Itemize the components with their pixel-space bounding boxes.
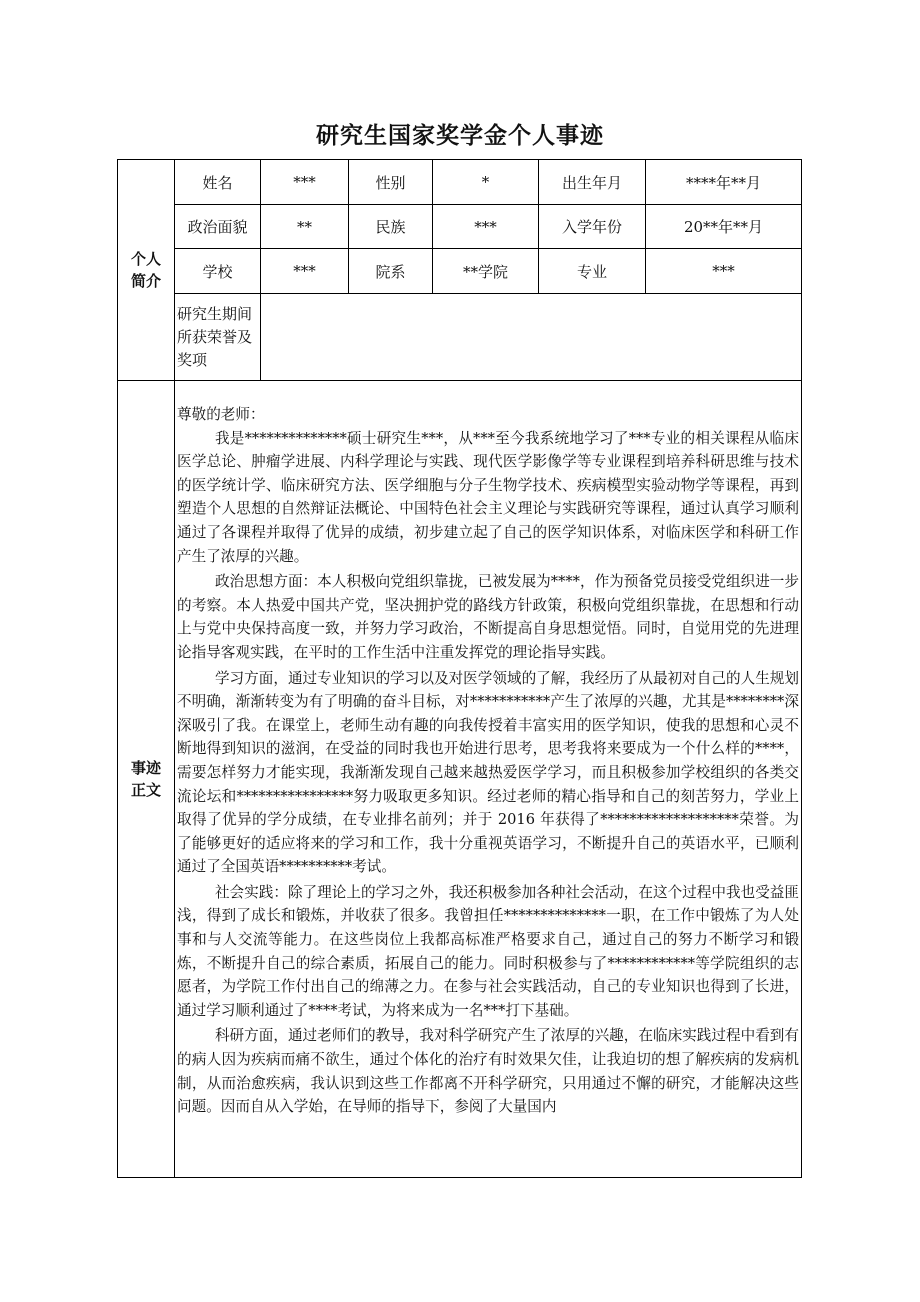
document-title: 研究生国家奖学金个人事迹 (316, 123, 604, 149)
deeds-section-label: 事迹正文 (118, 381, 175, 1178)
name-value: *** (261, 160, 349, 205)
department-label: 院系 (349, 249, 433, 294)
paragraph-political: 政治思想方面：本人积极向党组织靠拢，已被发展为****，作为预备党员接受党组织进一步的考察。本人热爱中国共产党，坚决拥护党的路线方针政策，积极向党组织靠拢，在思想和行动上与党中央保持高度一致，并努力学习政治，不断提高自身思想觉悟。同时，自觉用党的先进理论指导客观实践，在平时的工作生活中注重发挥党的理论指导实践。 (177, 573, 799, 661)
school-value: *** (261, 249, 349, 294)
birth-date-value: ****年**月 (646, 160, 802, 205)
ethnicity-label: 民族 (349, 205, 433, 249)
political-status-label: 政治面貌 (175, 205, 261, 249)
department-value: **学院 (433, 249, 539, 294)
gender-value: * (433, 160, 539, 205)
paragraph-intro: 我是**************硕士研究生***，从***至今我系统地学习了***专业的相关课程从临床医学总论、肿瘤学进展、内科学理论与实践、现代医学影像学等专业课程到培养科研思维与技术的医学统计学、临床研究方法、医学细胞与分子生物学技术、疾病模型实验动物学等课程，再到塑造个人思想的自然辩证法概论、中国特色社会主义理论与实践研究等课程，通过认真学习顺利通过了各课程并取得了优异的成绩，初步建立起了自己的医学知识体系，对临床医学和科研工作产生了浓厚的兴趣。 (177, 429, 799, 565)
enrollment-year-label: 入学年份 (539, 205, 646, 249)
paragraph-research: 科研方面，通过老师们的教导，我对科学研究产生了浓厚的兴趣，在临床实践过程中看到有的病人因为疾病而痛不欲生，通过个体化的治疗有时效果欠佳，让我迫切的想了解疾病的发病机制，从而治愈疾病，我认识到这些工作都离不开科学研究，只用通过不懈的研究，才能解决这些问题。因而自从入学始，在导师的指导下，参阅了大量国内 (177, 1027, 799, 1116)
paragraph-social-practice: 社会实践：除了理论上的学习之外，我还积极参加各种社会活动，在这个过程中我也受益匪浅，得到了成长和锻炼，并收获了很多。我曾担任**************一职，在工作中锻炼了为人处事和与人交流等能力。在这些岗位上我都高标准严格要求自己，通过自己的努力不断学习和锻炼，不断提升自己的综合素质，拓展自己的能力。同时积极参与了************等学院组织的志愿者，为学院工作付出自己的绵薄之力。在参与社会实践活动，自己的专业知识也得到了长进，通过学习顺利通过了****考试，为将来成为一名***打下基础。 (177, 883, 799, 1019)
gender-label: 性别 (349, 160, 433, 205)
deeds-body (175, 381, 802, 1178)
enrollment-year-value: 20**年**月 (646, 205, 802, 249)
paragraph-study: 学习方面，通过专业知识的学习以及对医学领域的了解，我经历了从最初对自己的人生规划不明确，渐渐转变为有了明确的奋斗目标，对***********产生了浓厚的兴趣，尤其是********深深吸引了我。在课堂上，老师生动有趣的向我传授着丰富实用的医学知识，使我的思想和心灵不断地得到知识的滋润，在受益的同时我也开始进行思考，思考我将来要成为一个什么样的****，需要怎样努力才能实现，我渐渐发现自己越来越热爱医学学习，而且积极参加学校组织的各类交流论坛和****************努力吸取更多知识。经过老师的精心指导和自己的刻苦努力，学业上取得了优异的学分成绩，在专业排名前列；并于 2016 年获得了*******************荣誉。为了能够更好的适应将来的学习和工作，我十分重视英语学习，不断提升自己的英语水平，已顺利通过了全国英语**********考试。 (177, 669, 799, 876)
salutation: 尊敬的老师： (177, 406, 265, 423)
major-value: *** (646, 249, 802, 294)
honors-value (261, 294, 802, 381)
school-label: 学校 (175, 249, 261, 294)
major-label: 专业 (539, 249, 646, 294)
political-status-value: ** (261, 205, 349, 249)
honors-label: 研究生期间所获荣誉及奖项 (175, 294, 261, 381)
scholarship-form-table (117, 159, 802, 1178)
profile-section-label: 个人简介 (118, 160, 175, 381)
ethnicity-value: *** (433, 205, 539, 249)
birth-date-label: 出生年月 (539, 160, 646, 205)
name-label: 姓名 (175, 160, 261, 205)
